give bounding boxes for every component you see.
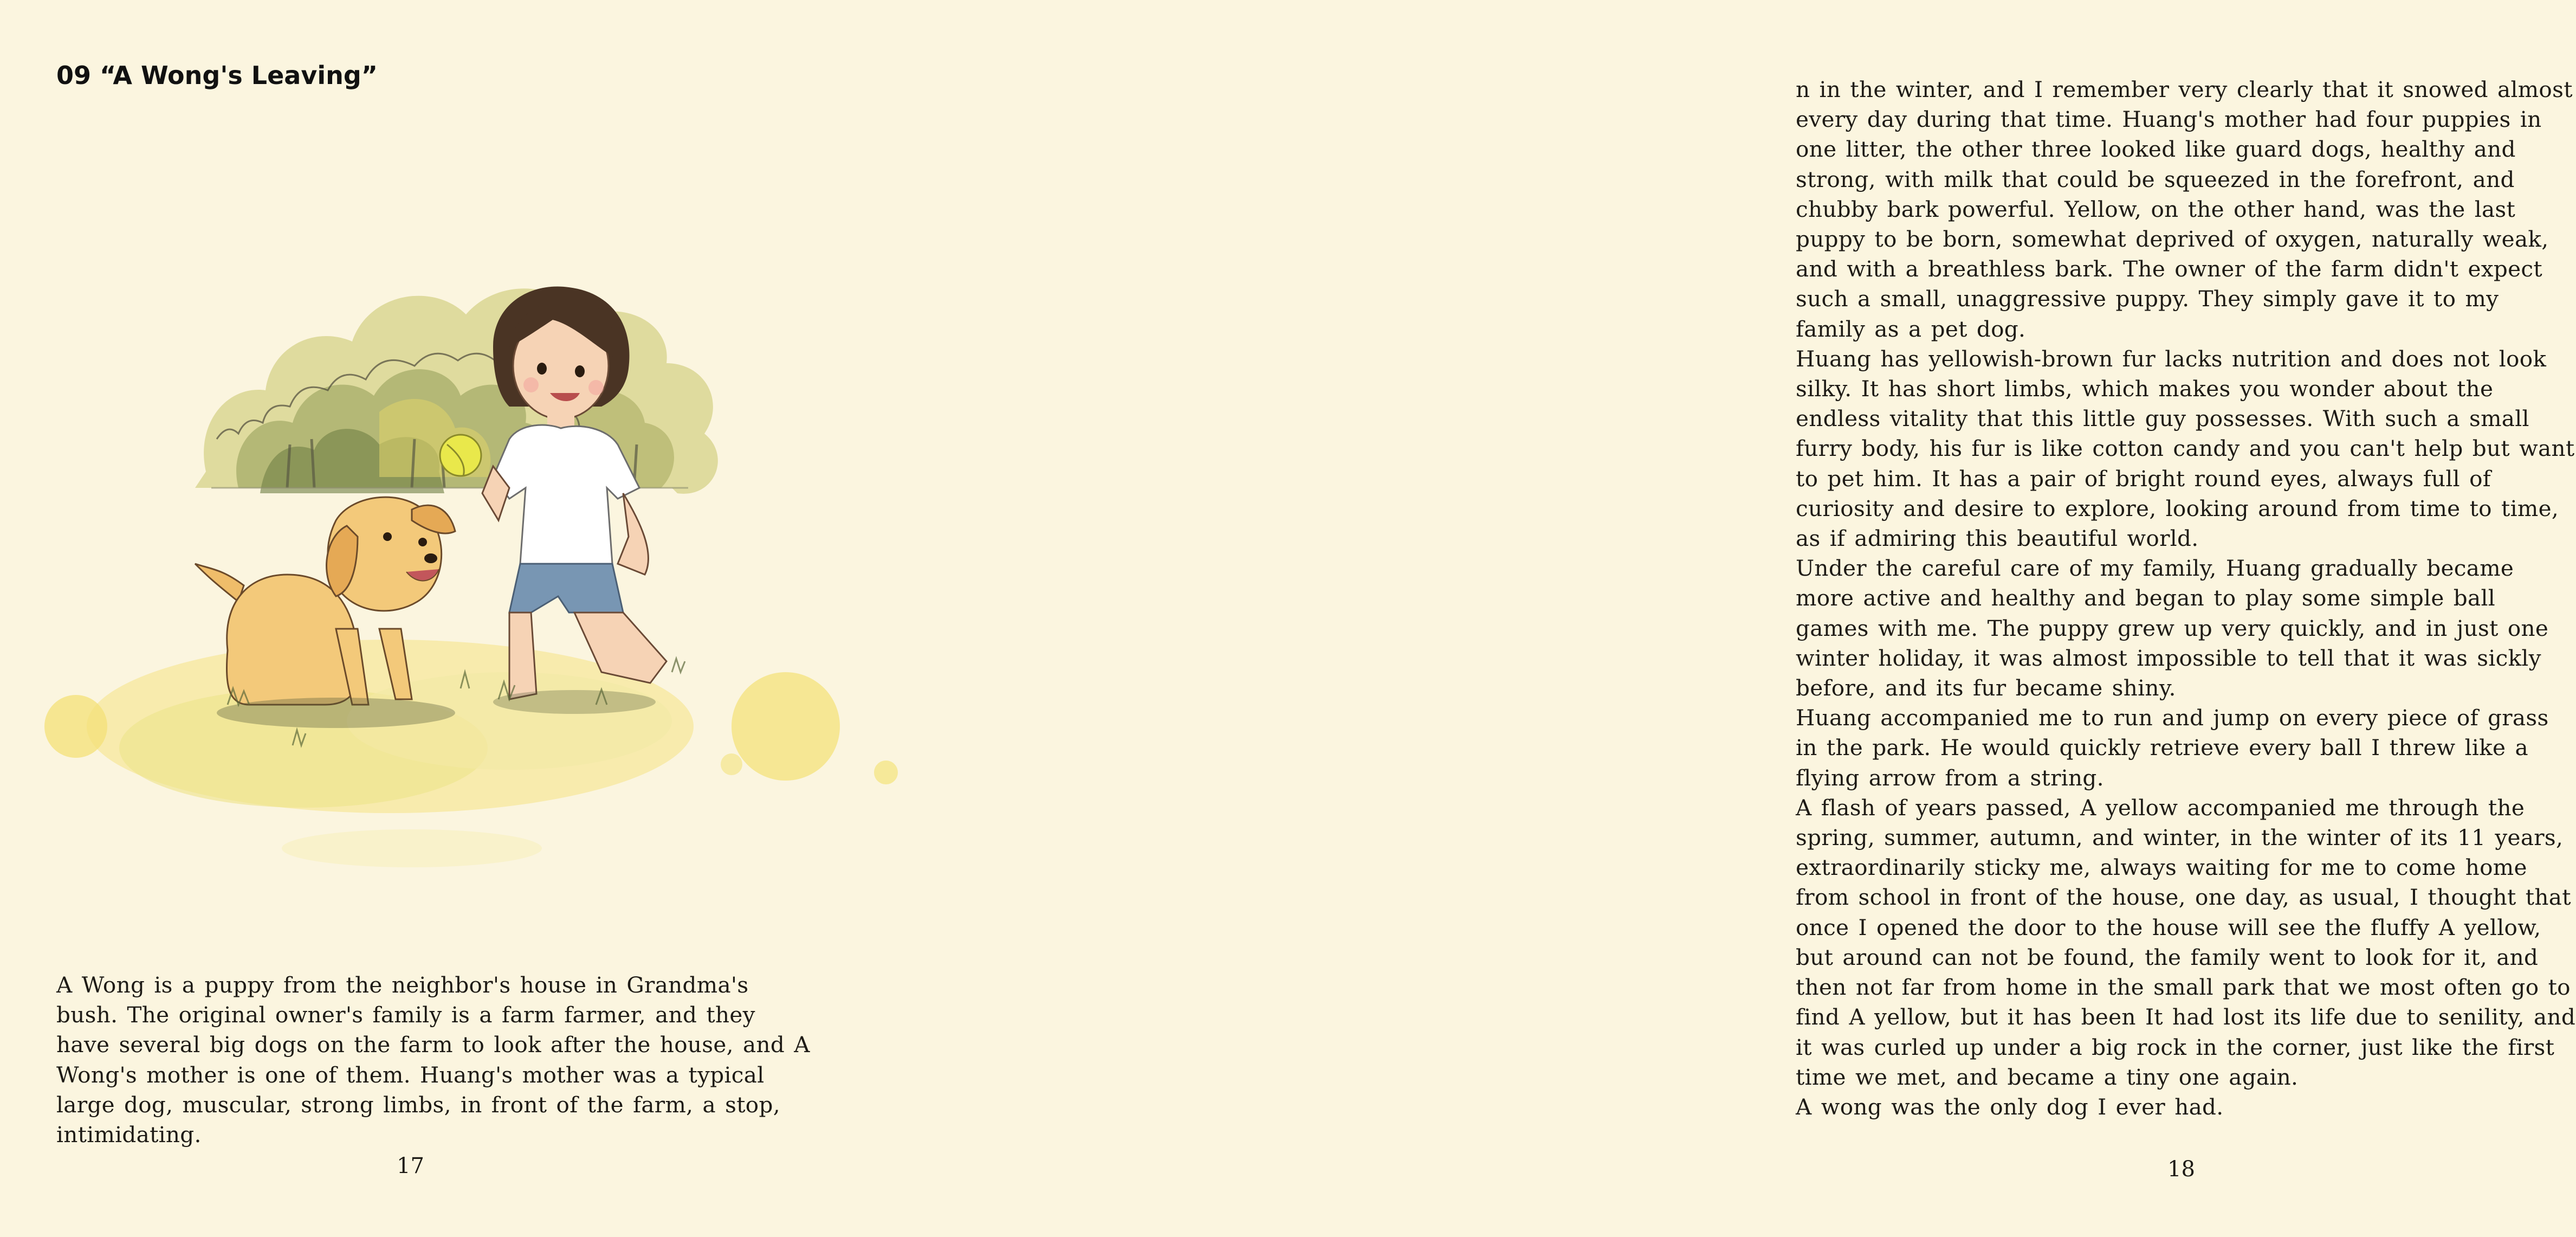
right-paragraph-3: Under the careful care of my family, Huang gradually became more active and healthy and began to play some simple ball games with me. The puppy grew up very quickly, and in just one winter holiday, it was almost impossible to tell that it was sickly before, and its fur became shiny. bbox=[1796, 555, 2549, 701]
right-paragraph-5: A flash of years passed, A yellow accompanied me through the spring, summer, autumn, and winter, in the winter of its 11 years, extraordinarily sticky me, always waiting for me to come home from school in front of the house, one day, as usual, I thought that once I opened the door to the house will see the fluffy A yellow, but around can not be found, the family went to look for it, and then not far from home in the small park that we most often go to find A yellow, but it has been It had lost its life due to senility, and it was curled up under a big rock in the corner, just like the first time we met, and became a tiny one again. bbox=[1796, 794, 2576, 1090]
page-number-right: 18 bbox=[2167, 1157, 2195, 1182]
right-paragraph-4: Huang accompanied me to run and jump on every piece of grass in the park. He would quickly retrieve every ball I threw like a flying arrow from a string. bbox=[1796, 705, 2549, 791]
page-number-left: 17 bbox=[397, 1154, 424, 1178]
right-paragraph-2: Huang has yellowish-brown fur lacks nutrition and does not look silky. It has short limbs, which makes you wonder about the endless vitality that this little guy possesses. With such a small furry body, his fur is like cotton candy and you can't help but want to pet him. It has a pair of bright round eyes, always full of curiosity and desire to explore, looking around from time to time, as if admiring this beautiful world. bbox=[1796, 345, 2575, 552]
right-body-text bbox=[1796, 75, 2576, 1122]
right-paragraph-6: A wong was the only dog I ever had. bbox=[1796, 1093, 2224, 1120]
right-paragraph-1: n in the winter, and I remember very clearly that it snowed almost every day during that time. Huang's mother had four puppies in one litter, the other three looked like guard dogs, healthy and strong, with milk that could be squeezed in the forefront, and chubby bark powerful. Yellow, on the other hand, was the last puppy to be born, somewhat deprived of oxygen, naturally weak, and with a breathless bark. The owner of the farm didn't expect such a small, unaggressive puppy. They simply gave it to my family as a pet dog. bbox=[1796, 76, 2573, 342]
watercolor-wash bbox=[44, 640, 898, 867]
right-page bbox=[875, 0, 2576, 1237]
left-page bbox=[0, 0, 875, 1237]
illustration bbox=[33, 184, 899, 889]
chapter-title: 09 “A Wong's Leaving” bbox=[56, 61, 378, 90]
left-paragraph-1: A Wong is a puppy from the neighbor's house in Grandma's bush. The original owner's family is a farm farmer, and they have several big dogs on the farm to look after the house, and A Wong's mother is one of them. Huang's mother was a typical large dog, muscular, strong limbs, in front of the farm, a stop, intimidating. bbox=[56, 972, 810, 1148]
left-body-text bbox=[56, 970, 815, 1150]
